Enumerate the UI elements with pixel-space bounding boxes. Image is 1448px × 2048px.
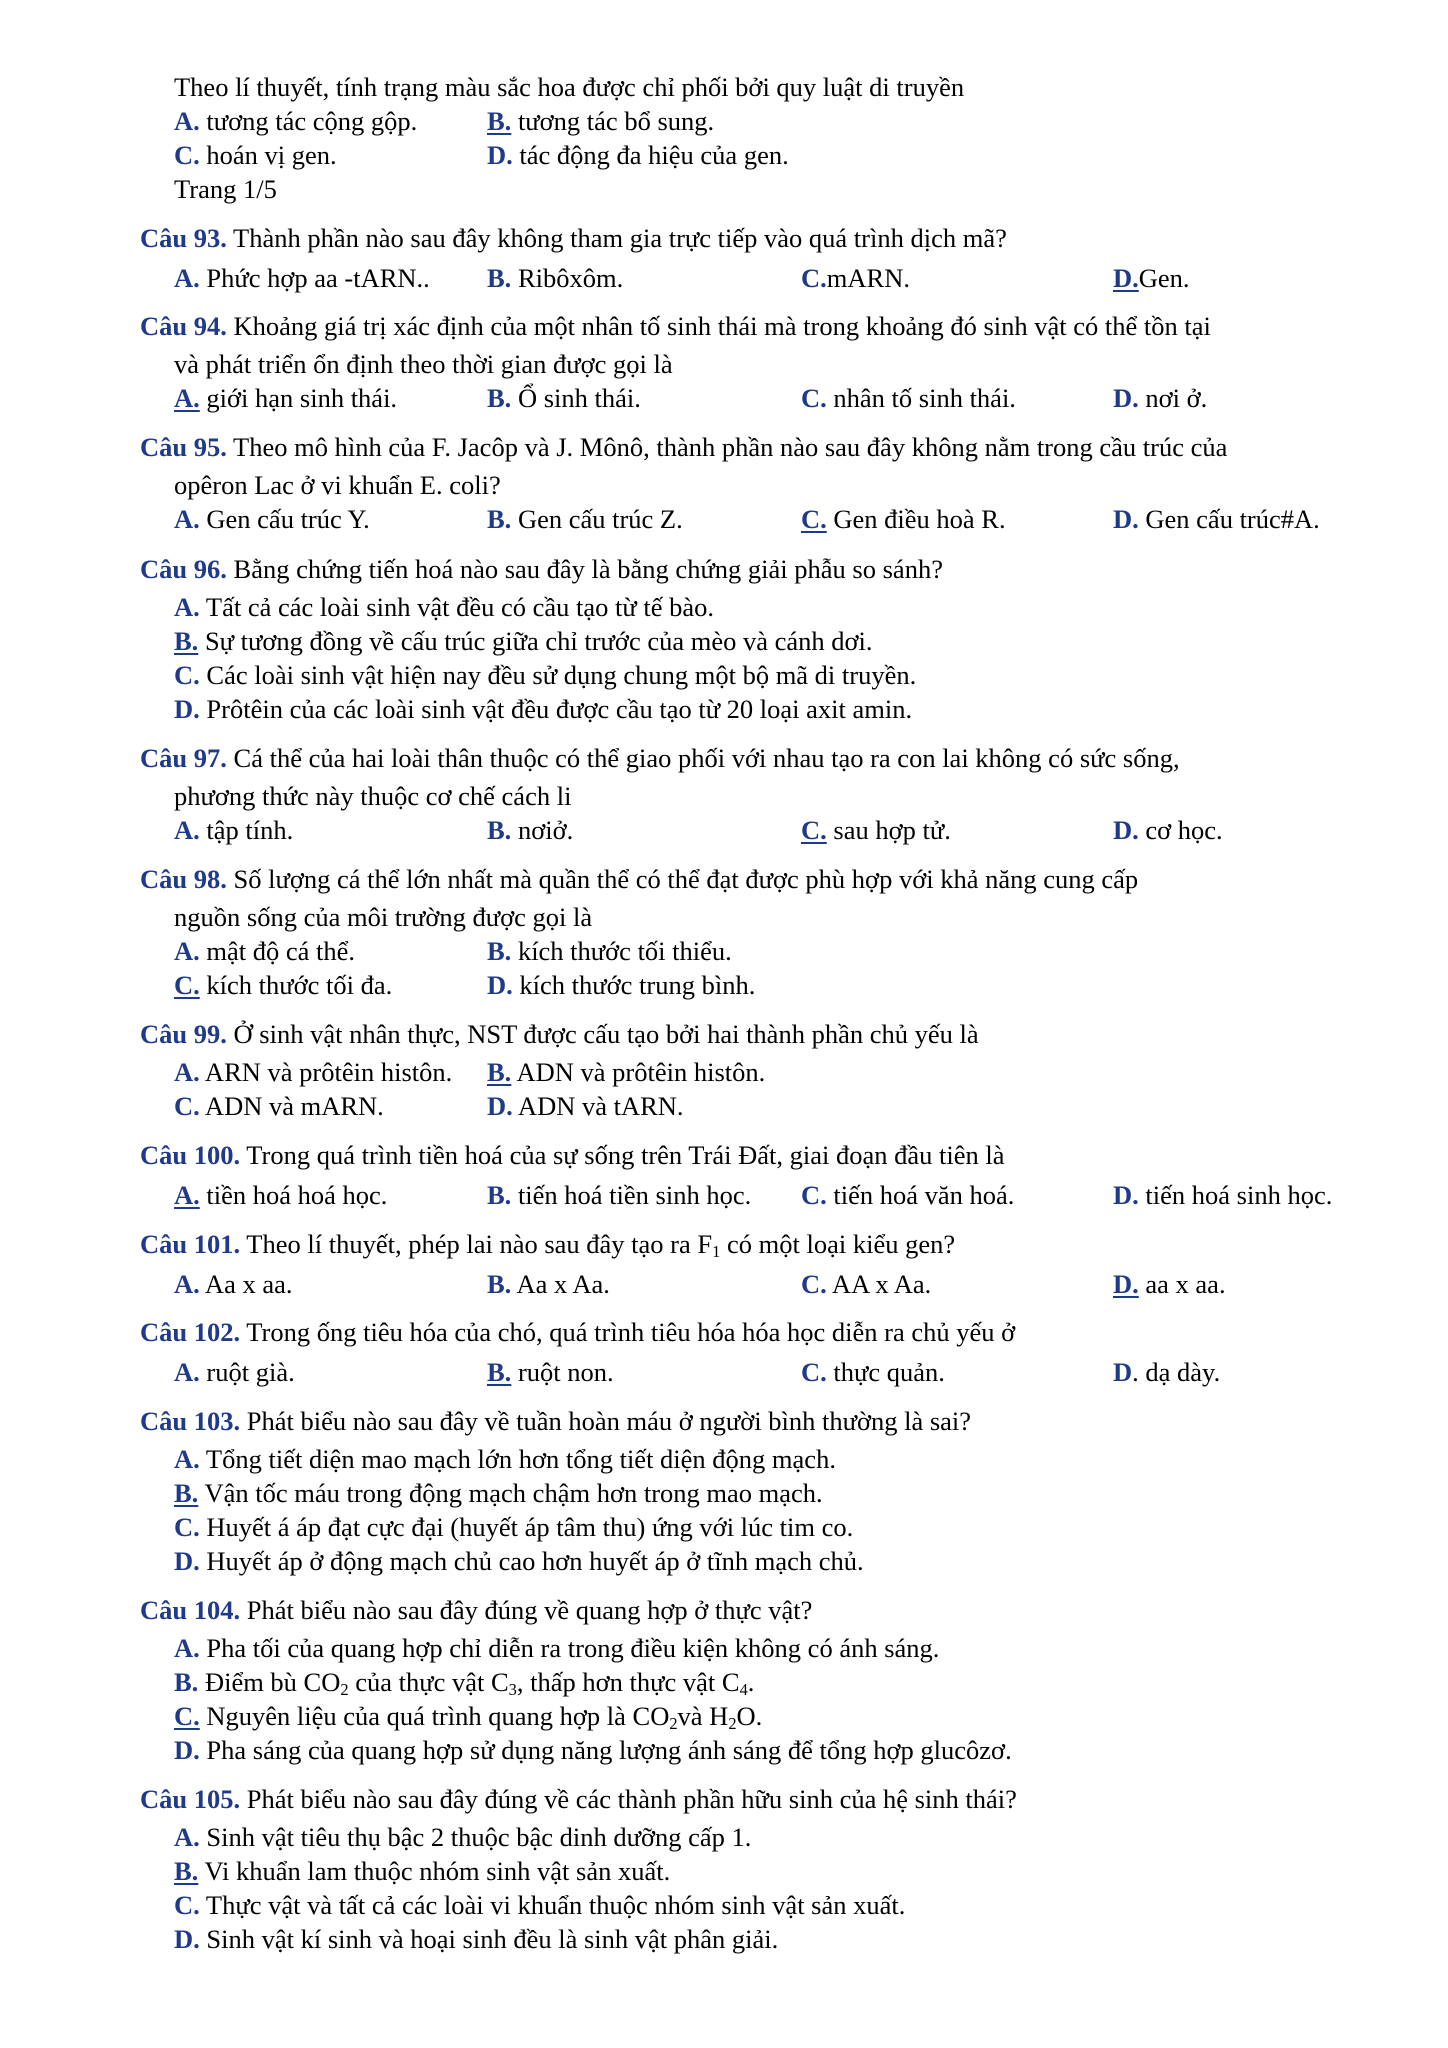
- question-stem: [140, 434, 1227, 461]
- option-label: C.: [801, 263, 827, 293]
- option-a: [174, 1635, 939, 1662]
- option-c: [801, 265, 910, 292]
- question-stem: [140, 1786, 1017, 1813]
- page-mark: Trang 1/5: [174, 174, 277, 204]
- stem-line: Phát biểu nào sau đây về tuần hoàn máu ở người bình thường là sai?: [246, 1406, 972, 1436]
- option-a: [174, 1824, 751, 1851]
- option-label: B.: [174, 1856, 199, 1886]
- option-text: tiền hoá hoá học.: [199, 1180, 388, 1210]
- option-b: [487, 938, 732, 965]
- stem-line: Ở sinh vật nhân thực, NST được cấu tạo bởi hai thành phần chủ yếu là: [233, 1019, 979, 1049]
- option-text: . dạ dày.: [1132, 1357, 1221, 1387]
- option-c: [801, 817, 951, 844]
- option-d: [1113, 1359, 1220, 1386]
- option-label: A.: [174, 592, 200, 622]
- option-text: hoán vị gen.: [199, 140, 337, 170]
- option-text: giới hạn sinh thái.: [199, 383, 398, 413]
- option-label: B.: [487, 263, 512, 293]
- option-label: C.: [174, 970, 200, 1000]
- option-text: Vi khuẩn lam thuộc nhóm sinh vật sản xuất.: [198, 1856, 671, 1886]
- option-text: Ribôxôm.: [511, 263, 624, 293]
- option-c: [174, 1514, 853, 1541]
- subscript: 1: [712, 1242, 721, 1262]
- option-text: aa x aa.: [1138, 1269, 1226, 1299]
- question-number: Câu 101.: [140, 1229, 241, 1259]
- option-text: Aa x aa.: [199, 1269, 293, 1299]
- option-text: Huyết áp ở động mạch chủ cao hơn huyết áp ở tĩnh mạch chủ.: [199, 1546, 864, 1576]
- option-text: Các loài sinh vật hiện nay đều sử dụng chung một bộ mã di truyền.: [199, 660, 917, 690]
- option-label: B.: [487, 1180, 512, 1210]
- option-b: [487, 1182, 751, 1209]
- option-b: [174, 1480, 823, 1507]
- option-c: [801, 385, 1016, 412]
- option-a: [174, 385, 397, 412]
- option-label: C.: [801, 1180, 827, 1210]
- option-text: ADN và mARN.: [199, 1091, 384, 1121]
- option-text: kích thước tối thiểu.: [511, 936, 732, 966]
- option-text: Tất cả các loài sinh vật đều có cầu tạo từ tế bào.: [199, 592, 714, 622]
- stem-line: Số lượng cá thể lớn nhất mà quần thể có thể đạt được phù hợp với khả năng cung cấp: [233, 864, 1139, 894]
- option-text: mật độ cá thể.: [199, 936, 356, 966]
- option-c: [174, 1892, 905, 1919]
- option-text: cơ học.: [1138, 815, 1223, 845]
- option-text: nơi ở.: [1138, 383, 1208, 413]
- option-a: [174, 938, 355, 965]
- option-c: [174, 1701, 763, 1734]
- question-stem: [140, 556, 943, 583]
- option-label: C.: [174, 660, 200, 690]
- option-label: A.: [174, 1269, 200, 1299]
- option-label: D.: [1113, 504, 1139, 534]
- stem-line: Cá thể của hai loài thân thuộc có thể giao phối với nhau tạo ra con lai không có sức sống,: [233, 743, 1180, 773]
- option-label: B.: [487, 1269, 512, 1299]
- option-d: [174, 1926, 778, 1953]
- option-text: ADN và prôtêin histôn.: [511, 1057, 766, 1087]
- option-d: [1113, 1271, 1226, 1298]
- question-number: Câu 99.: [140, 1019, 227, 1049]
- option-text: tiến hoá sinh học.: [1138, 1180, 1333, 1210]
- option-label: A.: [174, 815, 200, 845]
- stem-line: Khoảng giá trị xác định của một nhân tố sinh thái mà trong khoảng đó sinh vật có thể tồn tại: [233, 311, 1211, 341]
- option-a: [174, 594, 714, 621]
- question-stem: [140, 745, 1180, 772]
- option-label: D.: [1113, 1269, 1139, 1299]
- option-label: D.: [487, 140, 513, 170]
- option-text: ruột non.: [511, 1357, 614, 1387]
- option-a: [174, 1059, 452, 1086]
- question-number: Câu 94.: [140, 311, 227, 341]
- stem-line: nguồn sống của môi trường được gọi là: [174, 902, 593, 932]
- question-number: Câu 97.: [140, 743, 227, 773]
- option-a: [174, 1446, 836, 1473]
- option-text: Sinh vật kí sinh và hoại sinh đều là sinh vật phân giải.: [199, 1924, 779, 1954]
- question-stem: [140, 1229, 956, 1262]
- option-text: Gen cấu trúc Z.: [511, 504, 683, 534]
- question-stem: [140, 225, 1007, 252]
- option-label: A.: [174, 936, 200, 966]
- option-c: [174, 1093, 384, 1120]
- question-stem: [140, 866, 1138, 893]
- option-label: A.: [174, 1444, 200, 1474]
- option-label: B.: [487, 383, 512, 413]
- option-label: D.: [174, 1924, 200, 1954]
- option-text: Pha tối của quang hợp chỉ diễn ra trong điều kiện không có ánh sáng.: [199, 1633, 940, 1663]
- option-text: ruột già.: [199, 1357, 295, 1387]
- option-b: [487, 1359, 614, 1386]
- option-label: B.: [174, 1478, 199, 1508]
- option-label: C.: [801, 504, 827, 534]
- option-d: [1113, 817, 1223, 844]
- option-label: B.: [487, 936, 512, 966]
- option-label: A.: [174, 1057, 200, 1087]
- option-text: Huyết á áp đạt cực đại (huyết áp tâm thu) ứng với lúc tim co.: [199, 1512, 854, 1542]
- option-text: Điểm bù $CO_2$ của thực vật $C_3$, thấp hơn thực vật $C_4$.: [198, 1667, 755, 1700]
- option-b: [487, 817, 573, 844]
- option-text: Nguyên liệu của quá trình quang hợp là $CO_2và$ $H_2O$.: [199, 1701, 763, 1734]
- option-label: A.: [174, 1633, 200, 1663]
- option-b: [174, 1858, 670, 1885]
- option-b: [174, 628, 873, 655]
- question-number: Câu 96.: [140, 554, 227, 584]
- option-a: [174, 1359, 295, 1386]
- option-label: D.: [174, 1546, 200, 1576]
- option-text: Ổ sinh thái.: [511, 383, 641, 413]
- option-a: [174, 1182, 387, 1209]
- option-label: C.: [801, 383, 827, 413]
- option-c: [174, 662, 916, 689]
- stem-line: Bằng chứng tiến hoá nào sau đây là bằng chứng giải phẫu so sánh?: [233, 554, 943, 584]
- option-text: Sự tương đồng về cấu trúc giữa chỉ trước của mèo và cánh dơi.: [198, 626, 873, 656]
- option-label: D.: [1113, 383, 1139, 413]
- option-text: tương tác cộng gộp.: [199, 106, 418, 136]
- option-text: Gen cấu trúc Y.: [199, 504, 370, 534]
- option-d: [487, 1093, 684, 1120]
- question-number: Câu 105.: [140, 1784, 241, 1814]
- question-stem: [140, 1142, 1005, 1169]
- option-label: A.: [174, 106, 200, 136]
- question-number: Câu 93.: [140, 223, 227, 253]
- option-d: [174, 696, 912, 723]
- option-label: B.: [174, 1667, 199, 1697]
- option-text: Prôtêin của các loài sinh vật đều được cầu tạo từ 20 loại axit amin.: [199, 694, 913, 724]
- option-label: C.: [174, 1890, 200, 1920]
- option-c: [801, 1359, 945, 1386]
- option-d: [1113, 1182, 1332, 1209]
- option-label: D.: [487, 970, 513, 1000]
- option-label: A.: [174, 1822, 200, 1852]
- option-text: Gen điều hoà R.: [826, 504, 1006, 534]
- option-label: A.: [174, 1180, 200, 1210]
- option-label: D.: [1113, 263, 1139, 293]
- question-number: Câu 104.: [140, 1595, 241, 1625]
- option-c: [801, 506, 1006, 533]
- option-d: [1113, 506, 1320, 533]
- option-text: kích thước trung bình.: [512, 970, 756, 1000]
- option-b: [487, 1059, 765, 1086]
- stem-line: Thành phần nào sau đây không tham gia trực tiếp vào quá trình dịch mã?: [233, 223, 1007, 253]
- intro-option-c: [174, 142, 337, 169]
- option-label: D.: [174, 1735, 200, 1765]
- question-stem: [140, 1319, 1015, 1346]
- option-b: [487, 385, 641, 412]
- stem-line: Trong quá trình tiền hoá của sự sống trên Trái Đất, giai đoạn đầu tiên là: [246, 1140, 1005, 1170]
- stem-line: Phát biểu nào sau đây đúng về các thành phần hữu sinh của hệ sinh thái?: [246, 1784, 1017, 1814]
- option-c: [174, 972, 392, 999]
- option-label: D.: [1113, 815, 1139, 845]
- stem-line: Theo lí thuyết, phép lai nào sau đây tạo ra $F_1$ có một loại kiểu gen?: [246, 1229, 956, 1262]
- option-label: D.: [487, 1091, 513, 1121]
- option-text: Gen cấu trúc#A.: [1138, 504, 1320, 534]
- option-label: B.: [487, 1057, 512, 1087]
- option-text: thực quản.: [826, 1357, 945, 1387]
- option-b: [487, 1271, 610, 1298]
- option-d: [1113, 385, 1207, 412]
- intro-option-a: [174, 108, 417, 135]
- option-b: [487, 506, 683, 533]
- option-d: [174, 1737, 1012, 1764]
- question-stem: [140, 1408, 971, 1435]
- option-c: [801, 1182, 1014, 1209]
- option-label: B.: [487, 1357, 512, 1387]
- option-label: A.: [174, 263, 200, 293]
- option-label: D: [1113, 1357, 1133, 1387]
- option-text: sau hợp tử.: [826, 815, 951, 845]
- option-d: [174, 1548, 864, 1575]
- option-text: AA x Aa.: [826, 1269, 932, 1299]
- option-label: B.: [174, 626, 199, 656]
- option-text: Aa x Aa.: [511, 1269, 610, 1299]
- option-text: Tổng tiết diện mao mạch lớn hơn tổng tiết diện động mạch.: [199, 1444, 836, 1474]
- question-number: Câu 98.: [140, 864, 227, 894]
- option-text: Gen.: [1138, 263, 1190, 293]
- option-text: nhân tố sinh thái.: [826, 383, 1016, 413]
- option-text: Vận tốc máu trong động mạch chậm hơn trong mao mạch.: [198, 1478, 823, 1508]
- option-d: [487, 972, 755, 999]
- option-text: tương tác bổ sung.: [511, 106, 715, 136]
- option-a: [174, 265, 430, 292]
- question-number: Câu 102.: [140, 1317, 241, 1347]
- option-label: A.: [174, 1357, 200, 1387]
- option-b: [174, 1667, 755, 1700]
- option-text: tiến hoá văn hoá.: [826, 1180, 1015, 1210]
- option-a: [174, 817, 293, 844]
- option-label: C.: [801, 1269, 827, 1299]
- intro-option-b: [487, 108, 714, 135]
- stem-line: Theo mô hình của F. Jacôp và J. Mônô, thành phần nào sau đây không nằm trong cầu trúc của: [233, 432, 1228, 462]
- question-number: Câu 100.: [140, 1140, 241, 1170]
- option-text: mARN.: [826, 263, 910, 293]
- intro-option-d: [487, 142, 789, 169]
- option-a: [174, 1271, 292, 1298]
- option-text: ARN và prôtêin histôn.: [199, 1057, 453, 1087]
- stem-line: phương thức này thuộc cơ chế cách li: [174, 781, 572, 811]
- option-text: tiến hoá tiền sinh học.: [511, 1180, 752, 1210]
- option-label: C.: [174, 1701, 200, 1731]
- option-a: [174, 506, 370, 533]
- question-number: Câu 95.: [140, 432, 227, 462]
- option-text: ADN và tARN.: [512, 1091, 684, 1121]
- option-text: Pha sáng của quang hợp sử dụng năng lượng ánh sáng để tổng hợp glucôzơ.: [199, 1735, 1012, 1765]
- option-label: D.: [1113, 1180, 1139, 1210]
- option-label: D.: [174, 694, 200, 724]
- option-label: C.: [174, 1091, 200, 1121]
- option-label: C.: [174, 1512, 200, 1542]
- question-stem: [140, 313, 1211, 340]
- option-c: [801, 1271, 931, 1298]
- question-stem: [140, 1021, 979, 1048]
- option-label: B.: [487, 815, 512, 845]
- option-d: [1113, 265, 1190, 292]
- option-text: tác động đa hiệu của gen.: [512, 140, 789, 170]
- option-b: [487, 265, 623, 292]
- question-number: Câu 103.: [140, 1406, 241, 1436]
- option-label: C.: [801, 1357, 827, 1387]
- intro-stem: Theo lí thuyết, tính trạng màu sắc hoa được chỉ phối bởi quy luật di truyền: [174, 72, 965, 102]
- option-text: Phức hợp aa -tARN..: [199, 263, 430, 293]
- option-text: nơiở.: [511, 815, 574, 845]
- stem-line: Phát biểu nào sau đây đúng về quang hợp ở thực vật?: [246, 1595, 813, 1625]
- option-label: C.: [801, 815, 827, 845]
- question-stem: [140, 1597, 812, 1624]
- option-text: Thực vật và tất cả các loài vi khuẩn thuộc nhóm sinh vật sản xuất.: [199, 1890, 906, 1920]
- option-text: Sinh vật tiêu thụ bậc 2 thuộc bậc dinh dưỡng cấp 1.: [199, 1822, 752, 1852]
- stem-line: opêron Lac ở vi khuẩn E. coli?: [174, 470, 501, 500]
- option-text: kích thước tối đa.: [199, 970, 393, 1000]
- option-label: A.: [174, 504, 200, 534]
- stem-line: Trong ống tiêu hóa của chó, quá trình tiêu hóa hóa học diễn ra chủ yếu ở: [246, 1317, 1016, 1347]
- option-label: C.: [174, 140, 200, 170]
- option-label: B.: [487, 106, 512, 136]
- option-label: A.: [174, 383, 200, 413]
- option-label: B.: [487, 504, 512, 534]
- stem-line: và phát triển ổn định theo thời gian được gọi là: [174, 349, 673, 379]
- option-text: tập tính.: [199, 815, 294, 845]
